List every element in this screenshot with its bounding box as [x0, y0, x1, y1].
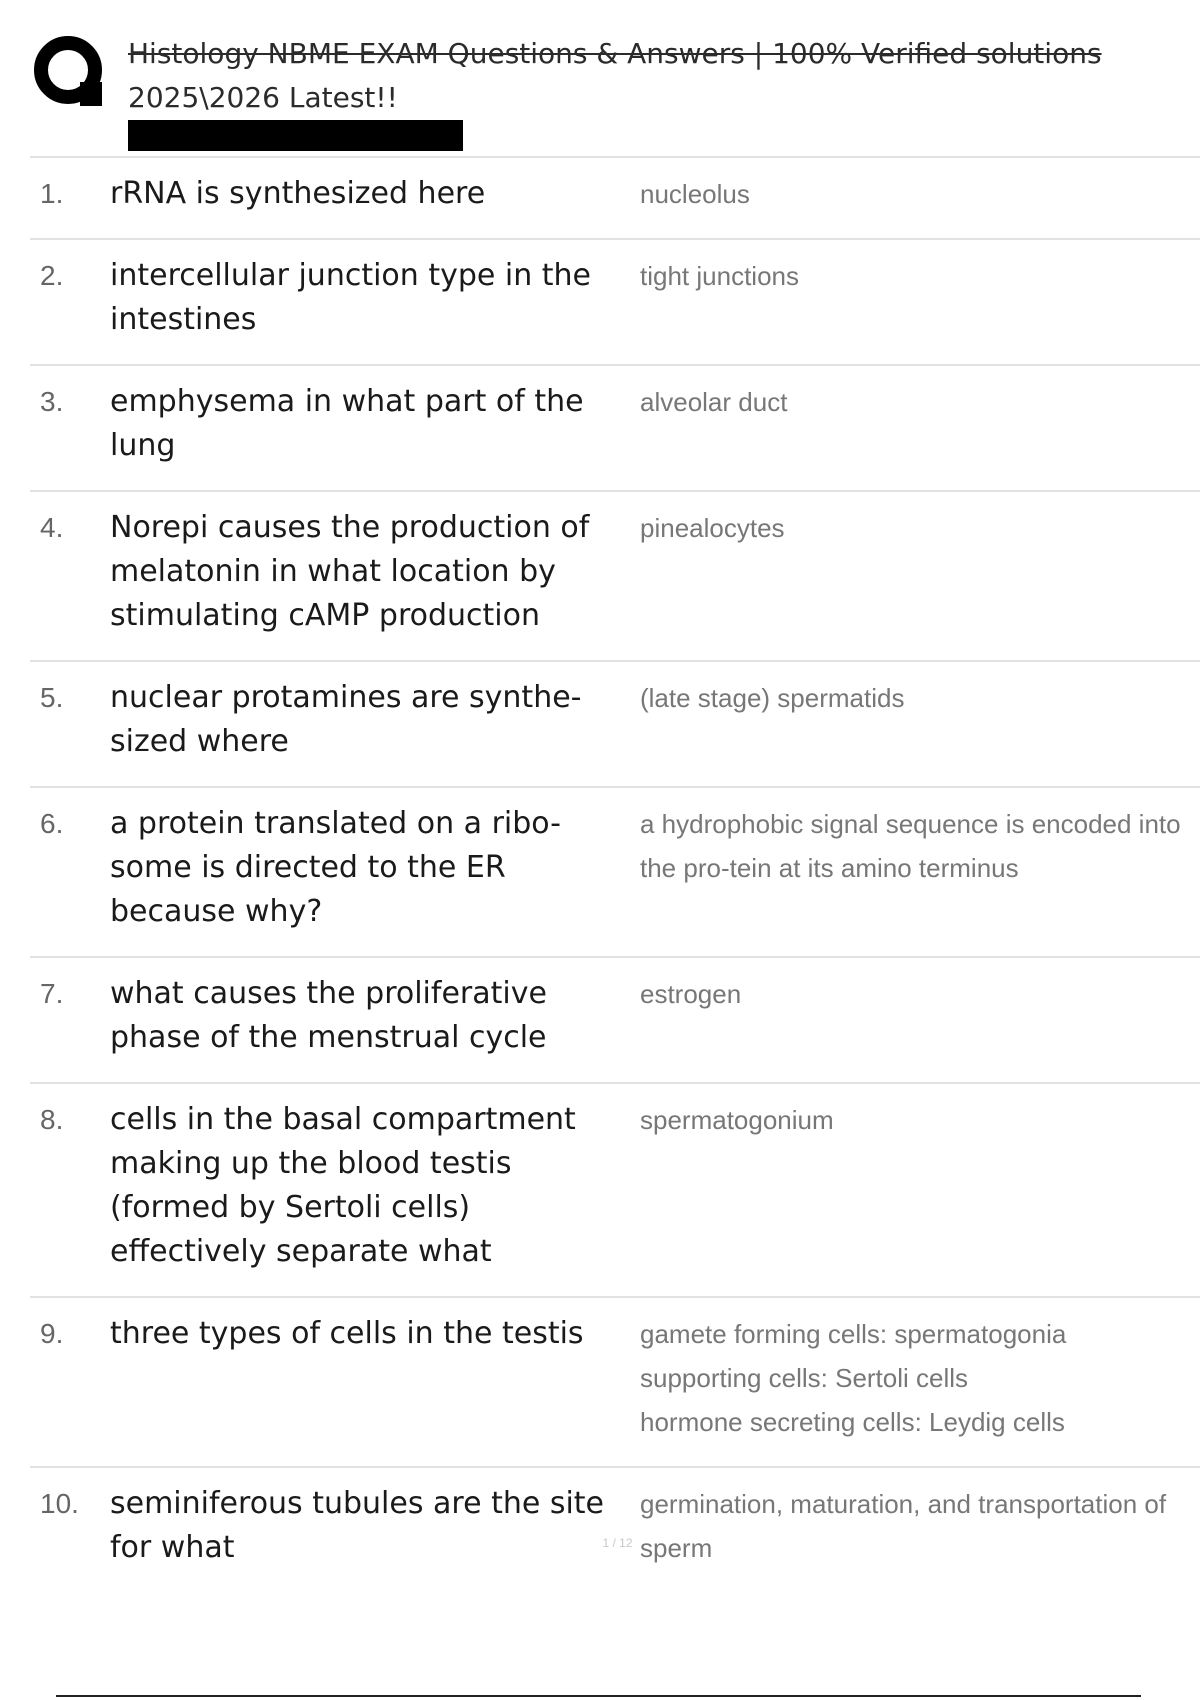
answer-text: spermatogonium [640, 1105, 834, 1135]
question-answer-list [30, 156, 1200, 1592]
redaction-bar [128, 120, 463, 151]
question-number: 6. [40, 808, 64, 839]
answer-text: (late stage) spermatids [640, 683, 905, 713]
answer-text: estrogen [640, 979, 742, 1009]
title-line-1: Histology NBME EXAM Questions & Answers | 100% Verified solutions [128, 37, 1102, 70]
answer-text: alveolar duct [640, 387, 788, 417]
answer-text: a hydrophobic signal sequence is encoded into the pro-tein at its amino terminus [640, 809, 1181, 883]
answer-text: tight junctions [640, 261, 799, 291]
question-text: seminiferous tubules are the site for what [110, 1486, 605, 1565]
answer-text: nucleolus [640, 179, 750, 209]
question-text: intercellular junction type in the intestines [110, 258, 591, 337]
footer-divider [56, 1695, 1141, 1697]
answer-text: germination, maturation, and transportation of sperm [640, 1489, 1167, 1563]
question-number: 4. [40, 512, 64, 543]
question-number: 1. [40, 178, 64, 209]
question-number: 5. [40, 682, 64, 713]
title-line-2: 2025\2026 Latest!! [128, 81, 398, 114]
answer-text: gamete forming cells: spermatogonia supporting cells: Sertoli cells hormone secreting cells: Leydig cells [640, 1319, 1067, 1437]
page-number: 1 / 12 [602, 1536, 633, 1550]
qa-row-4 [30, 490, 1200, 660]
question-text: cells in the basal compartment making up the blood testis (formed by Sertoli cells) effectively separate what [110, 1102, 576, 1269]
qa-row-5 [30, 660, 1200, 786]
question-number: 10. [40, 1488, 79, 1519]
qa-row-7 [30, 956, 1200, 1082]
document-header [30, 28, 1200, 158]
qa-row-6 [30, 786, 1200, 956]
qa-row-8 [30, 1082, 1200, 1296]
question-text: Norepi causes the production of melatonin in what location by stimulating cAMP production [110, 510, 590, 633]
question-text: a protein translated on a ribo-some is directed to the ER because why? [110, 806, 562, 929]
qa-row-2 [30, 238, 1200, 364]
question-number: 8. [40, 1104, 64, 1135]
question-text: nuclear protamines are synthe-sized where [110, 680, 582, 759]
question-text: what causes the proliferative phase of the menstrual cycle [110, 976, 547, 1055]
question-number: 2. [40, 260, 64, 291]
question-number: 3. [40, 386, 64, 417]
qa-row-9 [30, 1296, 1200, 1466]
qa-row-1 [30, 156, 1200, 238]
answer-text: pinealocytes [640, 513, 785, 543]
question-text: three types of cells in the testis [110, 1316, 584, 1351]
question-number: 7. [40, 978, 64, 1009]
question-text: rRNA is synthesized here [110, 176, 486, 211]
qa-row-10 [30, 1466, 1200, 1592]
question-text: emphysema in what part of the lung [110, 384, 584, 463]
brand-logo-icon [32, 32, 110, 110]
qa-row-3 [30, 364, 1200, 490]
question-number: 9. [40, 1318, 64, 1349]
document-title [128, 32, 1198, 120]
